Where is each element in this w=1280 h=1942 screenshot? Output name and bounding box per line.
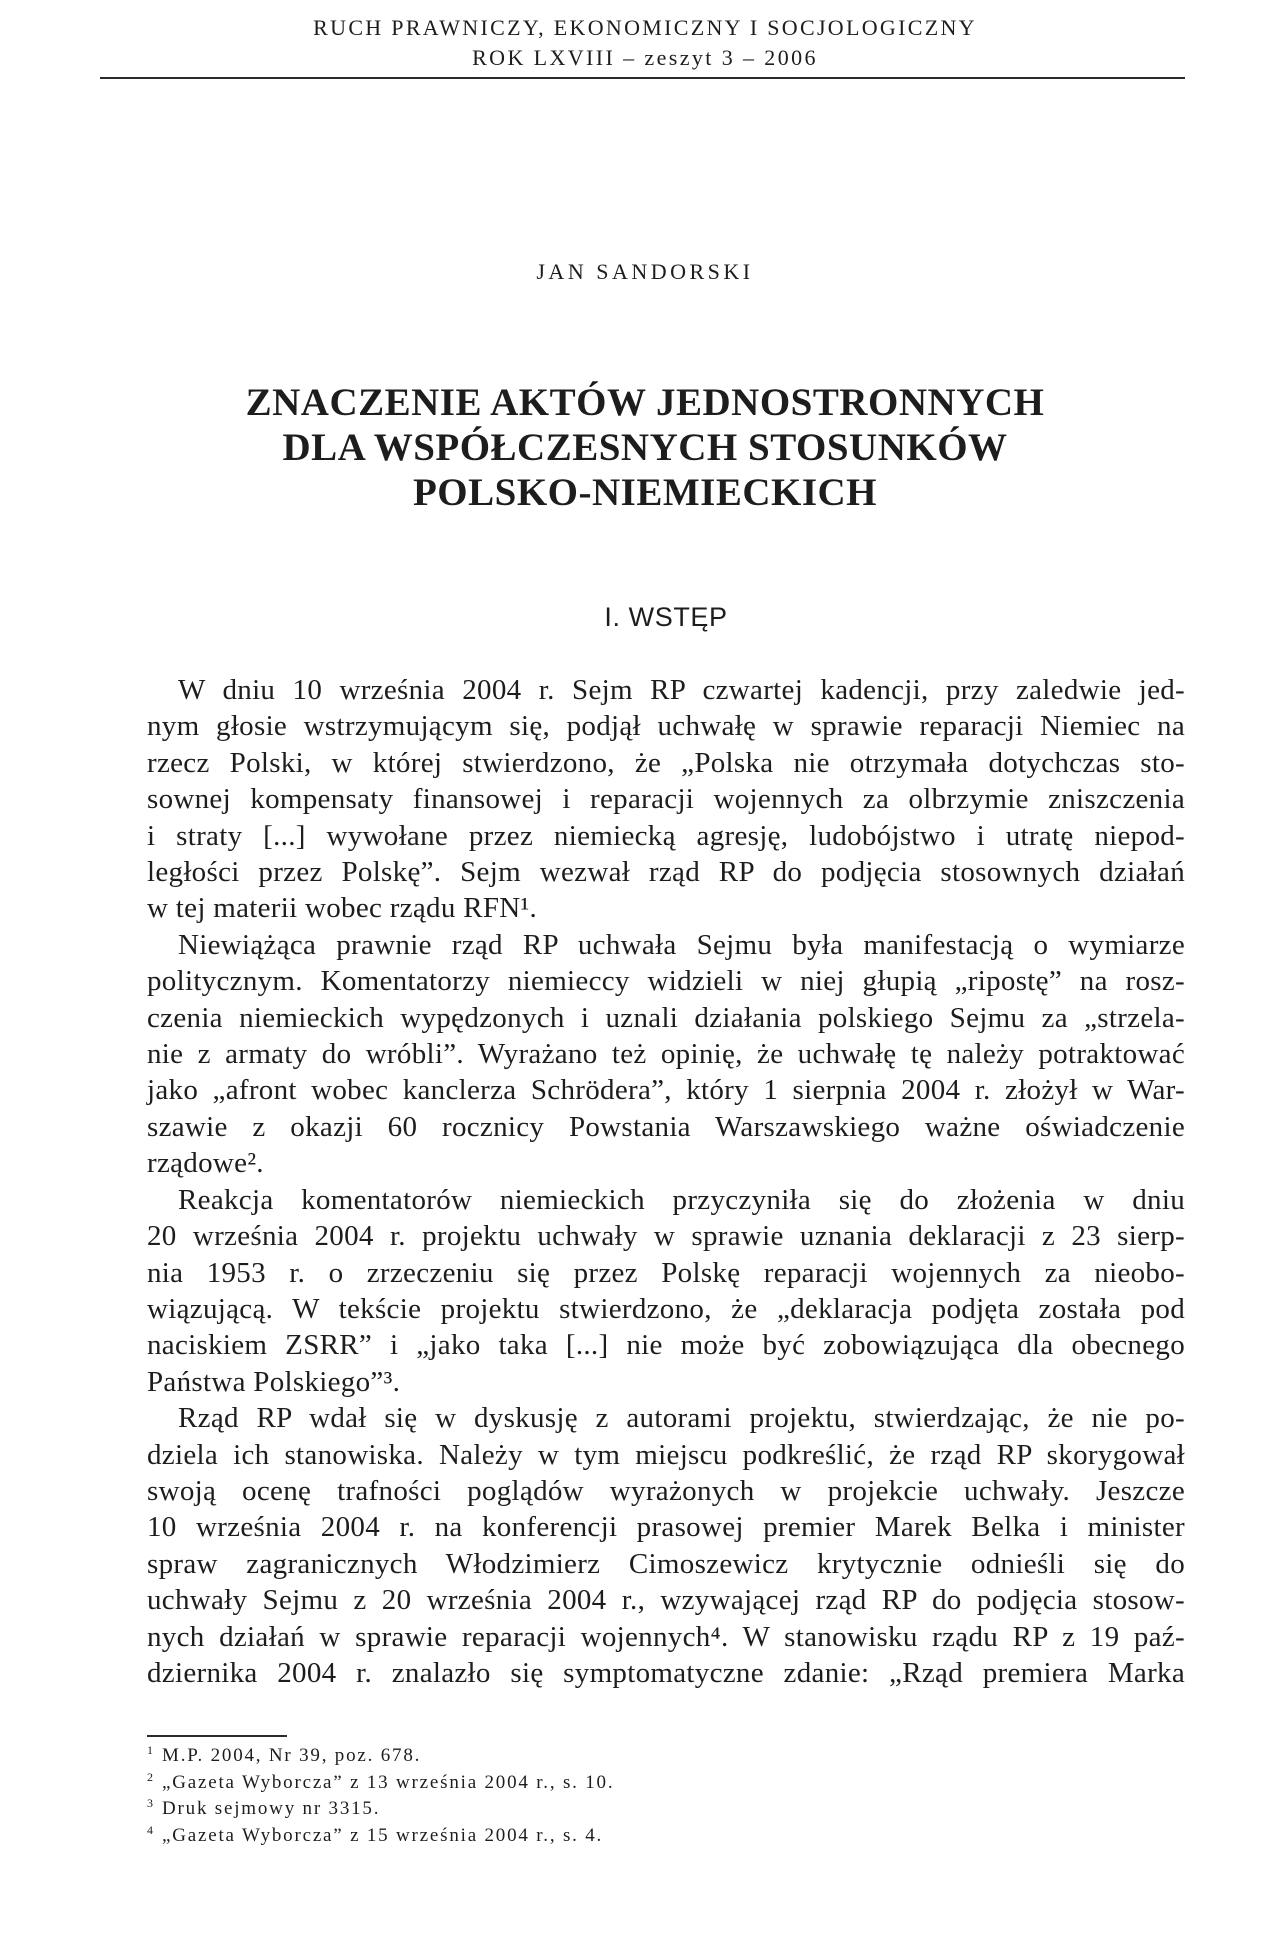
text-line: ległości przez Polskę”. Sejm wezwał rząd RP do podjęcia stosownych działań [147,856,1185,889]
footnote-rule [147,1735,287,1737]
text-line: sownej kompensaty finansowej i reparacji wojennych za olbrzymie zniszczenia [147,783,1185,816]
article-title [10,380,1280,515]
text-line: jako „afront wobec kanclerza Schrödera”, który 1 sierpnia 2004 r. złożył w War- [147,1074,1185,1107]
paragraph [147,1400,1185,1691]
paragraph [147,1182,1185,1400]
text-line: rzecz Polski, w której stwierdzono, że „Polska nie otrzymała dotychczas sto- [147,746,1185,779]
text-line: Niewiążąca prawnie rząd RP uchwała Sejmu była manifestacją o wymiarze [178,928,1185,961]
text-line: W dniu 10 września 2004 r. Sejm RP czwartej kadencji, przy zaledwie jed- [178,674,1185,706]
title-line: DLA WSPÓŁCZESNYCH STOSUNKÓW [282,426,1008,469]
text-line: nia 1953 r. o zrzeczeniu się przez Polskę reparacji wojennych za nieobo- [147,1256,1185,1289]
text-line: Państwa Polskiego”³. [147,1365,401,1398]
header-rule [100,77,1185,79]
text-line: rządowe². [147,1147,264,1180]
title-line: ZNACZENIE AKTÓW JEDNOSTRONNYCH [245,381,1045,424]
text-line: naciskiem ZSRR” i „jako taka [...] nie może być zobowiązująca dla obecnego [147,1329,1185,1362]
footnote-text: „Gazeta Wyborcza” z 13 września 2004 r., s. 10. [162,1771,615,1793]
text-line: Reakcja komentatorów niemieckich przyczyniła się do złożenia w dniu [178,1183,1185,1216]
author-name: JAN SANDORSKI [536,259,754,284]
text-line: szawie z okazji 60 rocznicy Powstania Warszawskiego ważne oświadczenie [147,1110,1185,1143]
footnote: 4 „Gazeta Wyborcza” z 15 września 2004 r., s. 4. [147,1823,604,1847]
text-line: wiązującą. W tekście projektu stwierdzono, że „deklaracja podjęta została pod [147,1292,1185,1325]
footnote: 2 „Gazeta Wyborcza” z 13 września 2004 r., s. 10. [147,1769,615,1793]
text-line: 20 września 2004 r. projektu uchwały w sprawie uznania deklaracji z 23 sierp- [147,1220,1185,1253]
footnote-text: „Gazeta Wyborcza” z 15 września 2004 r., s. 4. [162,1825,604,1847]
footnote-text: Druk sejmowy nr 3315. [162,1798,381,1820]
text-line: nym głosie wstrzymującym się, podjął uchwałę w sprawie reparacji Niemiec na [147,710,1185,743]
paragraph [147,927,1185,1182]
text-line: 10 września 2004 r. na konferencji prasowej premier Marek Belka i minister [147,1511,1185,1544]
text-line: Rząd RP wdał się w dyskusję z autorami projektu, stwierdzając, że nie po- [178,1402,1185,1435]
footnote-text: M.P. 2004, Nr 39, poz. 678. [162,1745,422,1766]
body-text [147,672,1185,1691]
text-line: nie z armaty do wróbli”. Wyrażano też opinię, że uchwałę tę należy potraktować [147,1038,1185,1071]
text-line: swoją ocenę trafności poglądów wyrażonych w projekcie uchwały. Jeszcze [147,1474,1185,1507]
text-line: politycznym. Komentatorzy niemieccy widzieli w niej głupią „ripostę” na rosz- [147,965,1185,998]
text-line: dziela ich stanowiska. Należy w tym miejscu podkreślić, że rząd RP skorygował [147,1438,1185,1471]
paragraph [147,672,1185,927]
issue-info: ROK LXVIII – zeszyt 3 – 2006 [472,45,818,70]
text-line: i straty [...] wywołane przez niemiecką agresję, ludobójstwo i utratę niepod- [147,819,1185,852]
text-line: w tej materii wobec rządu RFN¹. [147,892,538,925]
section-heading: I. WSTĘP [604,602,728,632]
footnotes [147,1743,1185,1850]
text-line: nych działań w sprawie reparacji wojennych⁴. W stanowisku rządu RP z 19 paź- [147,1620,1185,1653]
title-line: POLSKO-NIEMIECKICH [412,471,878,514]
footnote: 1 M.P. 2004, Nr 39, poz. 678. [147,1743,422,1766]
text-line: uchwały Sejmu z 20 września 2004 r., wzywającej rząd RP do podjęcia stosow- [147,1584,1185,1617]
text-line: czenia niemieckich wypędzonych i uznali działania polskiego Sejmu za „strzela- [147,1001,1185,1034]
footnote: 3 Druk sejmowy nr 3315. [147,1796,381,1820]
text-line: spraw zagranicznych Włodzimierz Cimoszewicz krytycznie odnieśli się do [147,1547,1185,1580]
journal-title: RUCH PRAWNICZY, EKONOMICZNY I SOCJOLOGICZNY [313,15,977,40]
text-line: dziernika 2004 r. znalazło się symptomatyczne zdanie: „Rząd premiera Marka [147,1656,1185,1689]
